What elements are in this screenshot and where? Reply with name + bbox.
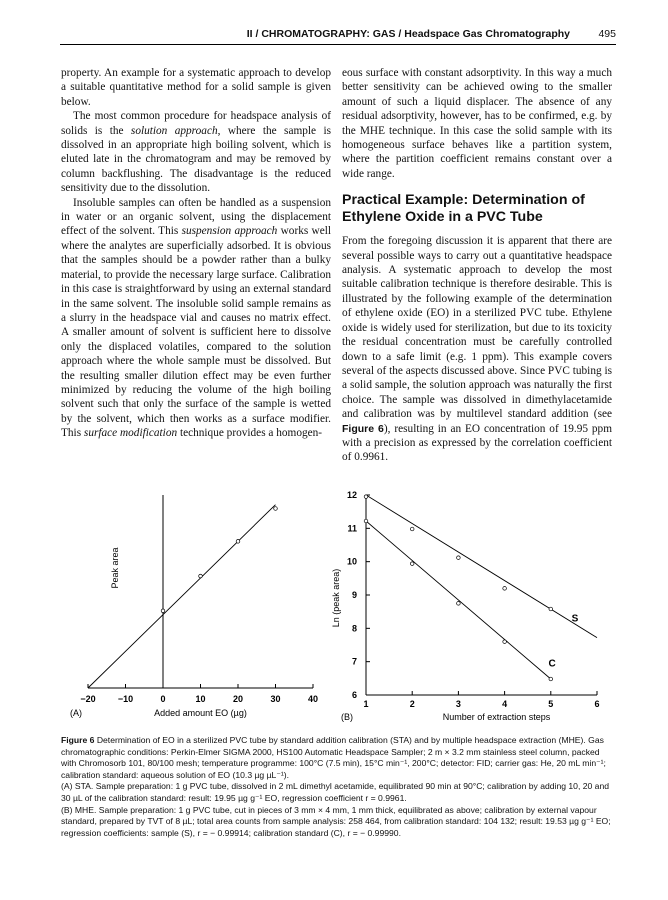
paragraph: Insoluble samples can often be handled as a suspension in water or an organic solvent, using the displacement effect of the solvent. This suspension approach works well where the analytes are superficially adsorbed. It is obvious that the samples should be a powder rather than a bulky material, to provide the necessary large surface. Calibration in this case is straightforward by using an external standard in the same solvent. The insoluble solid sample remains as a slurry in the headspace vial and causes no matrix effect. A smaller amount of solvent is sufficient here to dissolve only the displaced volatiles, compared to the solution approach where the whole sample must be dissolved. But the resulting smaller dilution effect may be even further minimized by reducing the volume of the high boiling solvent such that only the surface of the sample is wetted by the solvent, which then works as a surface modifier. This surface modification technique provides a homogen- bbox=[61, 196, 332, 440]
panel-b-x-tick-label: 2 bbox=[409, 699, 415, 709]
panel-b-plot bbox=[331, 490, 600, 722]
panel-b-series-s-point bbox=[549, 607, 553, 611]
figure-6 bbox=[60, 483, 616, 728]
panel-b-series-s-point bbox=[410, 527, 414, 531]
paragraph: From the foregoing discussion it is apparent that there are several possible ways to carry out a quantitative headspace analysis. A systematic approach to develop the most suitable calibration technique is therefore desirable. This is illustrated by the following example of the determination of ethylene oxide (EO) in a sterilized PVC tube. Ethylene oxide is widely used for sterilization, but due to its toxicity the residual concentration must be carefully controlled down to a safe limit (e.g. 1 ppm). This example covers several of the aspects discussed above. Since PVC tubing is a solid sample, the solution approach was naturally the first choice. The sample was dissolved in dimethylacetamide and calibration was by multilevel standard addition (see Figure 6), resulting in an EO concentration of 19.95 ppm with a precision as expressed by the correlation coefficient of 0.9961. bbox=[342, 235, 612, 464]
panel-b-y-tick-label: 12 bbox=[346, 490, 357, 500]
panel-b-series-s-line bbox=[366, 495, 597, 638]
panel-b-series-s-point bbox=[503, 587, 507, 591]
panel-a-x-label: Added amount EO (µg) bbox=[154, 708, 247, 718]
panel-a-y-label: Peak area bbox=[110, 547, 120, 589]
caption-label: Figure 6 bbox=[61, 735, 95, 745]
panel-b-series-c-point bbox=[549, 677, 553, 681]
panel-b-y-tick-label: 11 bbox=[347, 523, 357, 534]
panel-b-y-tick-label: 8 bbox=[351, 623, 357, 634]
panel-a-data-point bbox=[199, 574, 203, 578]
running-title: II / CHROMATOGRAPHY: GAS / Headspace Gas Chromatography bbox=[246, 28, 570, 40]
panel-a-x-tick-label: 20 bbox=[232, 694, 244, 704]
caption-b: (B) MHE. Sample preparation: 1 g PVC tube, cut in pieces of 3 mm × 4 mm, 1 mm thick, equilibrated as above; calibration by external vapour standard, prepared by TVT of 8 µL; total area counts from sample analysis: 258 464, from calibration standard: 104 132; result: 19.53 µg g⁻¹ EO; regression coefficients: sample (S), r = − 0.99914; calibration standard (C), r = − 0.99990. bbox=[61, 804, 611, 838]
panel-a-x-tick-label: −10 bbox=[117, 694, 134, 704]
panel-a-plot bbox=[70, 495, 318, 718]
figure-reference: Figure 6 bbox=[342, 422, 384, 435]
panel-b-series-s-point bbox=[364, 495, 368, 499]
panel-b-x-tick-label: 5 bbox=[548, 699, 554, 709]
panel-a-label: (A) bbox=[70, 708, 82, 718]
panel-a-x-tick-label: 40 bbox=[307, 694, 319, 704]
panel-b-label: (B) bbox=[341, 712, 353, 722]
panel-a-x-tick-label: 0 bbox=[160, 694, 166, 704]
panel-b-y-tick-label: 6 bbox=[351, 690, 357, 700]
panel-a-x-tick-label: 10 bbox=[195, 694, 206, 704]
panel-a-data-point bbox=[236, 540, 240, 544]
right-column bbox=[342, 66, 612, 465]
panel-b-series-c-point bbox=[457, 602, 461, 606]
page-number: 495 bbox=[598, 28, 616, 40]
panel-a-x-tick-label: 30 bbox=[270, 694, 281, 704]
caption-main: Determination of EO in a sterilized PVC tube by standard addition calibration (STA) and by multiple headspace extraction (MHE). Gas chromatographic conditions: Perkin-Elmer SIGMA 2000, HS100 Automatic Headspace Sampler; 2 m × 3.2 mm stainless steel column, packed with Chromosorb 101, 80/100 mesh; temperature programme: 100°C (7.5 min), 15°C min⁻¹, 200°C; detector: FID; carrier gas: He, 20 mL min⁻¹; calibration standard: aqueous solution of EO (10.3 µg µL⁻¹). bbox=[61, 735, 606, 780]
panel-b-series-s-point bbox=[457, 556, 461, 560]
running-header bbox=[60, 22, 616, 45]
panel-b-y-tick-label: 9 bbox=[351, 590, 357, 600]
panel-a-x-tick-label: −20 bbox=[80, 694, 96, 704]
section-heading: Practical Example: Determination of Ethylene Oxide in a PVC Tube bbox=[342, 192, 585, 226]
left-column bbox=[61, 66, 331, 441]
panel-a-data-point bbox=[161, 609, 165, 613]
figure-caption bbox=[61, 735, 617, 839]
panel-b-x-tick-label: 1 bbox=[363, 699, 369, 709]
panel-a-regression-line bbox=[88, 505, 276, 688]
panel-b-series-s-label: S bbox=[571, 613, 579, 625]
panel-b-series-c-label: C bbox=[548, 658, 556, 670]
paragraph: property. An example for a systematic approach to develop a suitable quantitative method for a solid sample is given below. bbox=[61, 67, 331, 108]
panel-b-series-c-point bbox=[364, 519, 368, 523]
paragraph: The most common procedure for headspace analysis of solids is the solution approach, where the sample is dissolved in an appropriate high boiling solvent, which is eluted late in the chromatogram and may be removed by column backflushing. The disadvantage is the reduced sensitivity due to the dissolution. bbox=[61, 110, 331, 195]
panel-b-y-tick-label: 10 bbox=[346, 556, 357, 567]
panel-b-x-tick-label: 6 bbox=[594, 699, 600, 709]
panel-b-x-label: Number of extraction steps bbox=[442, 712, 551, 722]
panel-b-y-label: Ln (peak area) bbox=[331, 568, 341, 628]
panel-b-y-tick-label: 7 bbox=[351, 656, 357, 667]
panel-b-series-c-point bbox=[410, 562, 414, 566]
panel-b-series-c-point bbox=[503, 640, 507, 644]
caption-a: (A) STA. Sample preparation: 1 g PVC tube, dissolved in 2 mL dimethyl acetamide, equilibrated 90 min at 90°C; calibration by adding 10, 20 and 30 µL of the calibration standard: result: 19.95 µg g⁻¹ EO, regression coefficient r = 0.9961. bbox=[61, 781, 610, 803]
panel-b-series-c-line bbox=[366, 521, 551, 679]
panel-a-data-point bbox=[274, 507, 278, 511]
paragraph: eous surface with constant adsorptivity. In this way a much better sensitivity can be achieved owing to the smaller amount of such a liquid displacer. The absence of any residual adsorptivity, however, has to be confirmed, e.g. by the MHE technique. In this case the solid sample with its homogeneous surface behaves like a partition system, where the partition coefficient remains constant over a wide range. bbox=[342, 67, 612, 180]
panel-b-x-tick-label: 3 bbox=[455, 699, 461, 709]
panel-b-x-tick-label: 4 bbox=[502, 699, 508, 709]
